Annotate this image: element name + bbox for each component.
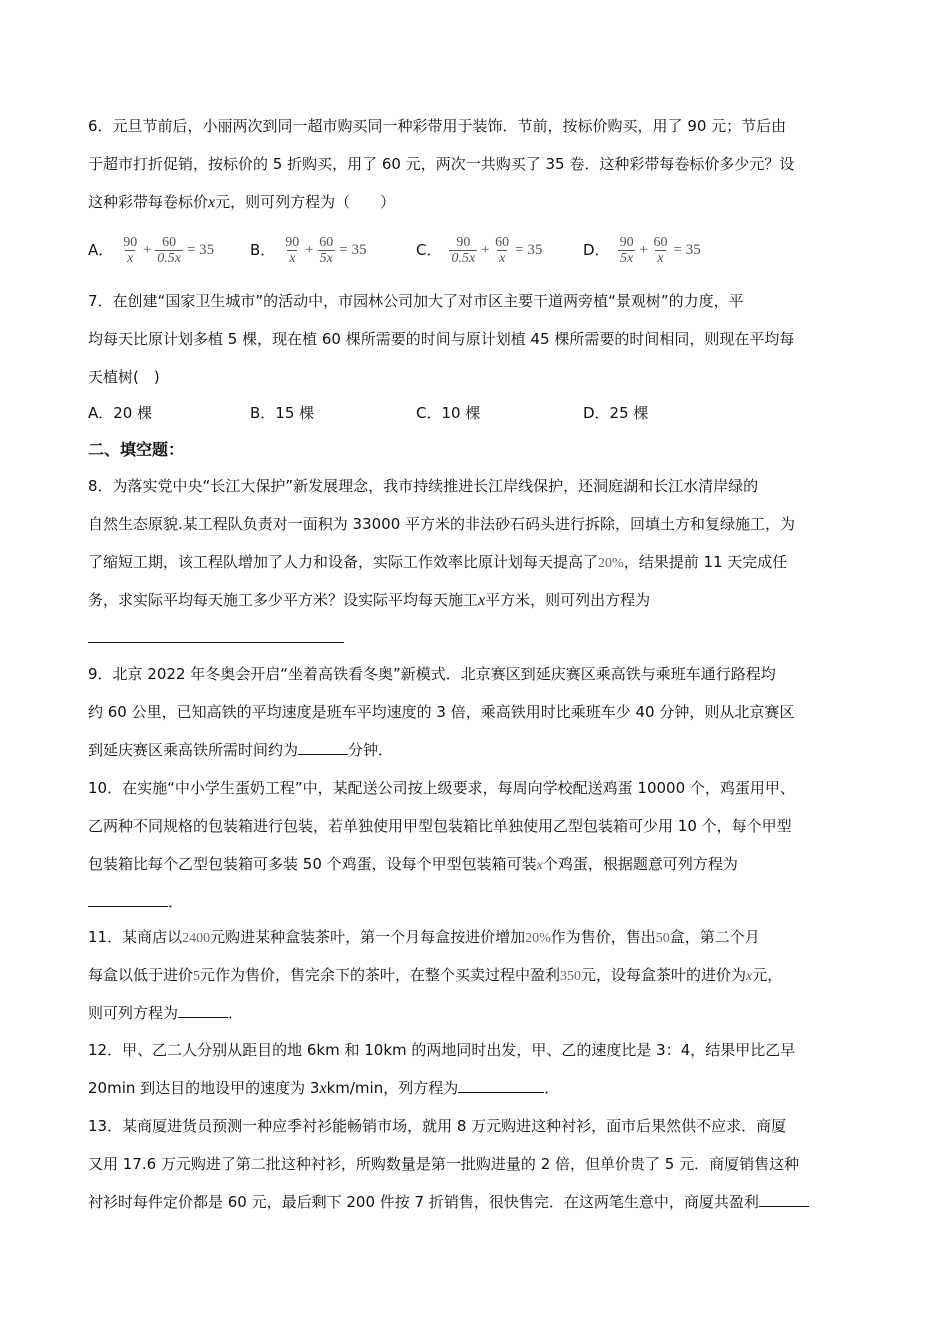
q10-line-3: 包装箱比每个乙型包装箱可多装 50 个鸡蛋，设每个甲型包装箱可装x个鸡蛋，根据题意可列方程为	[88, 855, 738, 873]
q10-line-4: ．	[88, 892, 183, 912]
q10-line-1: 10．在实施“中小学生蛋奶工程”中，某配送公司按上级要求，每周向学校配送鸡蛋 10000 个，鸡蛋用甲、	[88, 779, 795, 797]
q7-line-3: 天植树( )	[88, 368, 160, 386]
q8-line-2: 自然生态原貌.某工程队负责对一面积为 33000 平方米的非法砂石码头进行拆除，回填土方和复绿施工，为	[88, 515, 796, 533]
q10-line-2: 乙两种不同规格的包装箱进行包装，若单独使用甲型包装箱比单独使用乙型包装箱可少用 10 个，每个甲型	[88, 817, 792, 835]
q6-option-c: C． $\frac{90}{0.5x}$ + $\frac{60}{x}$ = 35	[416, 234, 543, 266]
q8-line-1: 8．为落实党中央“长江大保护”新发展理念，我市持续推进长江岸线保护，还洞庭湖和长江水清岸绿的	[88, 477, 759, 495]
q6-option-d: D． $\frac{90}{5x}$ + $\frac{60}{x}$ = 35	[583, 234, 701, 266]
q12-answer-blank[interactable]	[458, 1078, 544, 1093]
q6-line-3: 这种彩带每卷标价x元，则可列方程为（ ）	[88, 193, 396, 211]
q8-line-3: 了缩短工期，该工程队增加了人力和设备，实际工作效率比原计划每天提高了20%，结果提前 11 天完成任	[88, 553, 788, 571]
q6-line-2: 于超市打折促销，按标价的 5 折购买，用了 60 元，两次一共购买了 35 卷．这种彩带每卷标价多少元？设	[88, 155, 795, 173]
q9-line-3: 到延庆赛区乘高铁所需时间约为 分钟．	[88, 741, 394, 759]
q7-option-a: A．20 棵	[88, 404, 153, 422]
q6-line-1: 6．元旦节前后，小丽两次到同一超市购买同一种彩带用于装饰．节前，按标价购买，用了 90 元；节后由	[88, 117, 787, 135]
q11-line-2: 每盒以低于进价5元作为售价，售完余下的茶叶，在整个买卖过程中盈利350元，设每盒茶叶的进价为x元，	[88, 966, 783, 984]
q13-line-2: 又用 17.6 万元购进了第二批这种衬衫，所购数量是第一批购进量的 2 倍，但单价贵了 5 元．商厦销售这种	[88, 1155, 800, 1173]
q9-answer-blank[interactable]	[298, 740, 348, 755]
q11-answer-blank[interactable]	[178, 1003, 228, 1018]
q7-option-d: D．25 棵	[583, 404, 649, 422]
q13-line-1: 13．某商厦进货员预测一种应季衬衫能畅销市场，就用 8 万元购进这种衬衫，面市后果然供不应求．商厦	[88, 1117, 787, 1135]
q6-option-a: A． $\frac{90}{x}$ + $\frac{60}{0.5x}$ = 35	[88, 234, 215, 266]
section-heading-fill-in: 二、填空题：	[88, 440, 185, 459]
q8-answer-blank[interactable]	[88, 628, 344, 648]
q10-answer-blank[interactable]	[88, 892, 168, 907]
q9-line-1: 9．北京 2022 年冬奥会开启“坐着高铁看冬奥”新模式．北京赛区到延庆赛区乘高铁与乘班车通行路程均	[88, 665, 776, 683]
q7-line-2: 均每天比原计划多植 5 棵，现在植 60 棵所需要的时间与原计划植 45 棵所需要的时间相同，则现在平均每	[88, 330, 795, 348]
q12-line-2: 20min 到达目的地设甲的速度为 3xkm/min，列方程为 ．	[88, 1079, 560, 1097]
q7-option-c: C．10 棵	[416, 404, 481, 422]
q11-line-3: 则可列方程为 ．	[88, 1004, 244, 1022]
q11-line-1: 11．某商店以2400元购进某种盒装茶叶，第一个月每盒按进价增加20%作为售价，售出50盒，第二个月	[88, 928, 760, 946]
q8-line-4: 务，求实际平均每天施工多少平方米？设实际平均每天施工x平方米，则可列出方程为	[88, 591, 651, 609]
q7-line-1: 7．在创建“国家卫生城市”的活动中，市园林公司加大了对市区主要干道两旁植“景观树”的力度，平	[88, 292, 744, 310]
q13-line-3: 衬衫时每件定价都是 60 元，最后剩下 200 件按 7 折销售，很快售完．在这两笔生意中，商厦共盈利	[88, 1192, 809, 1212]
q7-option-b: B．15 棵	[250, 404, 315, 422]
q9-line-2: 约 60 公里，已知高铁的平均速度是班车平均速度的 3 倍，乘高铁用时比乘班车少 40 分钟，则从北京赛区	[88, 703, 795, 721]
q13-answer-blank[interactable]	[759, 1192, 809, 1207]
q6-option-b: B． $\frac{90}{x}$ + $\frac{60}{5x}$ = 35	[250, 234, 367, 266]
q12-line-1: 12．甲、乙二人分别从距目的地 6km 和 10km 的两地同时出发，甲、乙的速度比是 3：4，结果甲比乙早	[88, 1041, 796, 1059]
